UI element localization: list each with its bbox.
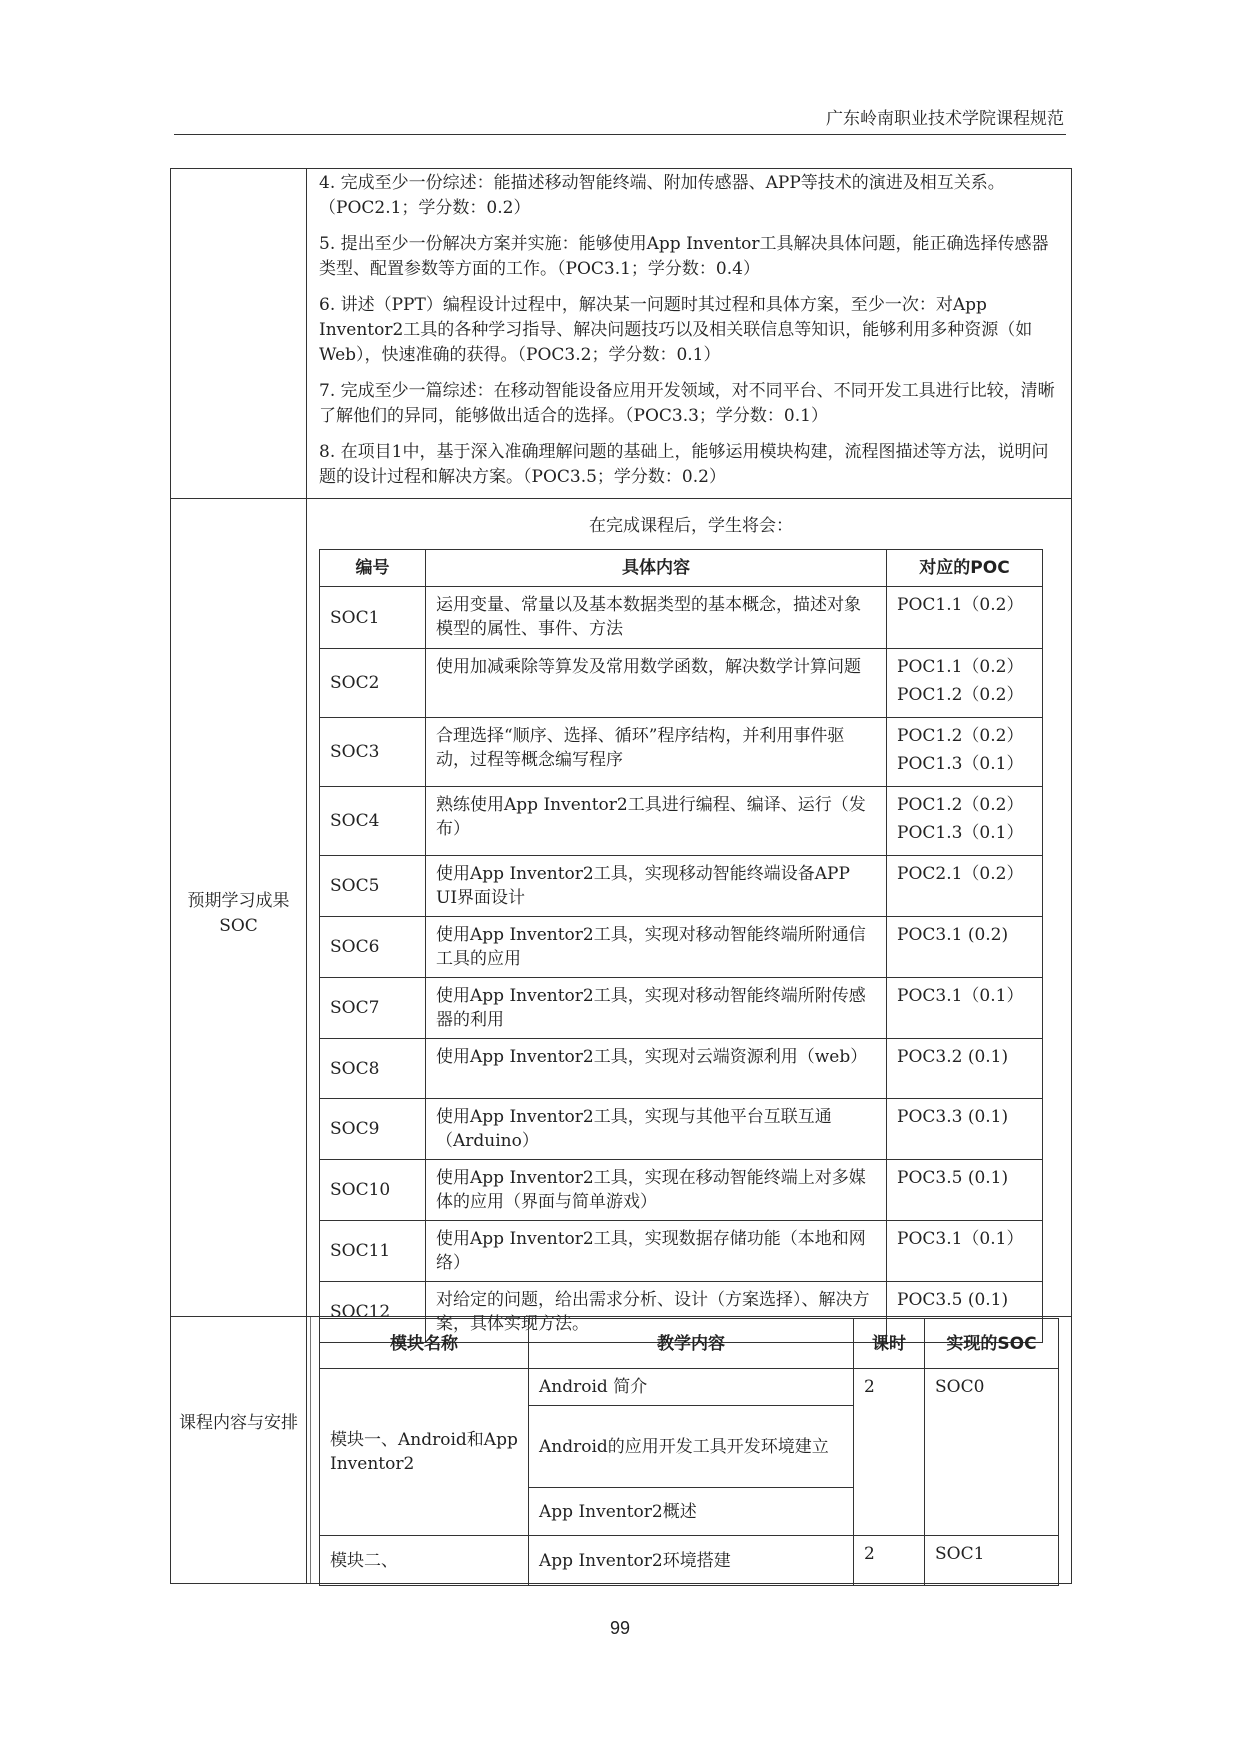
hours: 2 (854, 1369, 925, 1536)
outcome-item: 7. 完成至少一篇综述：在移动智能设备应用开发领域，对不同平台、不同开发工具进行比较，清晰了解他们的异同，能够做出适合的选择。（POC3.3；学分数：0.1） (319, 381, 1055, 426)
soc-id: SOC5 (320, 856, 426, 917)
soc: SOC1 (925, 1536, 1059, 1586)
soc-content: 使用App Inventor2工具，实现数据存储功能（本地和网络） (426, 1221, 887, 1282)
label-line: SOC (219, 916, 258, 936)
soc-poc (887, 856, 1043, 917)
soc-content: 使用加减乘除等算发及常用数学函数，解决数学计算问题 (426, 649, 887, 718)
poc-value: POC3.1 (0.2) (897, 925, 1009, 945)
soc-poc (887, 587, 1043, 649)
outcome-item: 8. 在项目1中，基于深入准确理解问题的基础上，能够运用模块构建，流程图描述等方法，说明问题的设计过程和解决方案。（POC3.5；学分数：0.2） (319, 442, 1049, 487)
header-poc: 对应的POC (887, 550, 1043, 587)
topic: App Inventor2环境搭建 (529, 1536, 854, 1586)
outcome-item: 4. 完成至少一份综述：能描述移动智能终端、附加传感器、APP等技术的演进及相互关系。（POC2.1；学分数：0.2） (319, 173, 1005, 218)
soc-id: SOC2 (320, 649, 426, 718)
soc-content: 对给定的问题，给出需求分析、设计（方案选择）、解决方案，具体实现方法。 (426, 1282, 887, 1343)
soc-poc (887, 978, 1043, 1039)
poc-value: POC3.3 (0.1) (897, 1107, 1009, 1127)
poc-value: POC1.3（0.1） (897, 754, 1024, 774)
soc-section-label (171, 889, 306, 939)
header-soc: 实现的SOC (925, 1319, 1059, 1369)
soc-poc (887, 917, 1043, 978)
soc-row (320, 787, 1043, 856)
header-module: 模块名称 (320, 1319, 529, 1369)
poc-value: POC1.3（0.1） (897, 823, 1024, 843)
content-section-label: 课程内容与安排 (179, 1413, 298, 1433)
poc-value: POC3.1（0.1） (897, 986, 1024, 1006)
soc-id: SOC12 (320, 1282, 426, 1343)
soc-row (320, 917, 1043, 978)
soc-content: 使用App Inventor2工具，实现移动智能终端设备APP UI界面设计 (426, 856, 887, 917)
soc-content: 合理选择“顺序、选择、循环”程序结构，并利用事件驱动，过程等概念编写程序 (426, 718, 887, 787)
soc-id: SOC11 (320, 1221, 426, 1282)
soc: SOC0 (925, 1369, 1059, 1536)
page-number: 99 (609, 1618, 631, 1638)
soc-table (319, 549, 1043, 1343)
poc-value: POC2.1（0.2） (897, 864, 1024, 884)
soc-content: 使用App Inventor2工具，实现与其他平台互联互通（Arduino） (426, 1099, 887, 1160)
module-name: 模块一、Android和App Inventor2 (320, 1369, 529, 1536)
poc-value: POC1.2（0.2） (897, 685, 1024, 705)
poc-value: POC3.5 (0.1) (897, 1290, 1009, 1310)
outcomes-list (319, 171, 1064, 501)
soc-id: SOC4 (320, 787, 426, 856)
soc-content: 使用App Inventor2工具，实现在移动智能终端上对多媒体的应用（界面与简单游戏） (426, 1160, 887, 1221)
soc-poc (887, 1099, 1043, 1160)
soc-row (320, 587, 1043, 649)
poc-value: POC3.1（0.1） (897, 1229, 1024, 1249)
soc-row (320, 1221, 1043, 1282)
poc-value: POC1.2（0.2） (897, 726, 1024, 746)
header-id: 编号 (320, 550, 426, 587)
module-name: 模块二、 (320, 1536, 529, 1586)
header-hours: 课时 (854, 1319, 925, 1369)
label-line: 预期学习成果 (187, 891, 290, 911)
topic: Android的应用开发工具开发环境建立 (529, 1406, 854, 1488)
soc-poc (887, 1039, 1043, 1099)
soc-row (320, 1039, 1043, 1099)
header-content: 具体内容 (426, 550, 887, 587)
page-header-title: 广东岭南职业技术学院课程规范 (826, 109, 1064, 129)
course-spec-table (170, 168, 1072, 1584)
poc-value: POC1.2（0.2） (897, 795, 1024, 815)
column-divider (306, 169, 307, 1583)
soc-id: SOC9 (320, 1099, 426, 1160)
poc-value: POC1.1（0.2） (897, 657, 1024, 677)
soc-poc (887, 649, 1043, 718)
soc-id: SOC10 (320, 1160, 426, 1221)
soc-row (320, 1160, 1043, 1221)
module-table (319, 1318, 1059, 1586)
poc-value: POC1.1（0.2） (897, 595, 1024, 615)
header-topic: 教学内容 (529, 1319, 854, 1369)
soc-id: SOC8 (320, 1039, 426, 1099)
soc-row (320, 649, 1043, 718)
soc-poc (887, 1221, 1043, 1282)
soc-content: 使用App Inventor2工具，实现对移动智能终端所附传感器的利用 (426, 978, 887, 1039)
soc-content: 熟练使用App Inventor2工具进行编程、编译、运行（发布） (426, 787, 887, 856)
outcome-item: 6. 讲述（PPT）编程设计过程中，解决某一问题时其过程和具体方案，至少一次：对App Inventor2工具的各种学习指导、解决问题技巧以及相关联信息等知识，能够利用多种资源（如Web），快速准确的获得。（POC3.2；学分数：0.1） (319, 295, 1033, 365)
soc-row (320, 1099, 1043, 1160)
soc-id: SOC7 (320, 978, 426, 1039)
header-rule (174, 134, 1066, 135)
soc-content: 运用变量、常量以及基本数据类型的基本概念，描述对象模型的属性、事件、方法 (426, 587, 887, 649)
soc-poc (887, 787, 1043, 856)
hours: 2 (854, 1536, 925, 1586)
poc-value: POC3.2 (0.1) (897, 1047, 1009, 1067)
soc-row (320, 978, 1043, 1039)
soc-content: 使用App Inventor2工具，实现对移动智能终端所附通信工具的应用 (426, 917, 887, 978)
soc-id: SOC1 (320, 587, 426, 649)
topic: Android 简介 (529, 1369, 854, 1406)
poc-value: POC3.5 (0.1) (897, 1168, 1009, 1188)
soc-row (320, 856, 1043, 917)
outcome-item: 5. 提出至少一份解决方案并实施：能够使用App Inventor工具解决具体问题，能正确选择传感器类型、配置参数等方面的工作。（POC3.1；学分数：0.4） (319, 234, 1049, 279)
soc-content: 使用App Inventor2工具，实现对云端资源利用（web） (426, 1039, 887, 1099)
column-divider-inner (310, 1316, 311, 1583)
soc-id: SOC6 (320, 917, 426, 978)
soc-id: SOC3 (320, 718, 426, 787)
soc-row (320, 718, 1043, 787)
topic: App Inventor2概述 (529, 1488, 854, 1536)
soc-poc (887, 1160, 1043, 1221)
soc-intro: 在完成课程后，学生将会： (589, 516, 793, 536)
soc-poc (887, 718, 1043, 787)
